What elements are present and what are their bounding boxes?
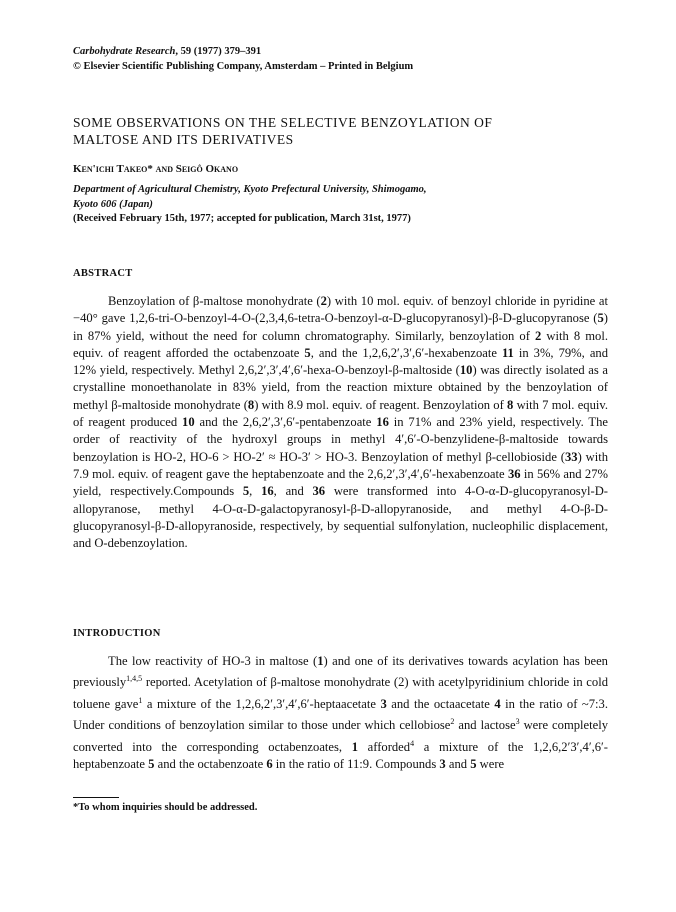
journal-name: Carbohydrate Research (73, 46, 176, 57)
text-run: reported. Acetylation of β-maltose monohydrate (2) with acetylpyridinium chloride in cold toluene gave (73, 675, 608, 711)
text-run: were transformed into 4-O-α-D-glucopyranosyl-D-allopyranose, methyl 4-O-α-D-galactopyranosyl-β-D-allopyranoside, and methyl 4-O-β-D-glucopyranosyl-β-D-allopyranoside, respectively, by sequential sulfonylation, nucleophilic displacement, and O-debenzoylation. (73, 484, 608, 551)
compound-ref: 3 (380, 696, 387, 711)
text-run: in the ratio of ~7:3. Under conditions of benzoylation similar to those under which cellobiose (73, 696, 608, 733)
compound-ref: 5 (148, 757, 155, 772)
text-run: ) and one of its derivatives towards acylation has been previously (73, 654, 608, 690)
text-run: and the 2,6,2′,3′,6′-pentabenzoate (194, 415, 377, 430)
reference-superscript: 1 (138, 695, 143, 705)
compound-ref: 16 (376, 415, 389, 430)
journal-header (73, 44, 413, 74)
text-run: and (445, 757, 471, 772)
text-run: ) with 7.9 mol. equiv. of reagent gave the heptabenzoate and the 2,6,2′,3′,4′,6′-hexabenzoate (73, 449, 608, 481)
text-run: and the octaacetate (386, 696, 495, 711)
compound-ref: 8 (507, 397, 514, 412)
compound-ref: 5 (304, 345, 311, 360)
compound-ref: 36 (507, 466, 521, 481)
compound-ref: 16 (261, 484, 274, 499)
text-run: , (249, 484, 262, 499)
text-run: in the ratio of 11:9. Compounds (272, 757, 440, 772)
compound-ref: 33 (564, 449, 578, 464)
compound-ref: 10 (459, 363, 473, 378)
text-run: , and the 1,2,6,2′,3′,6′-hexabenzoate (310, 345, 502, 360)
text-run: were (476, 757, 505, 772)
text-run: were completely converted into the corresponding octabenzoates, (73, 718, 609, 754)
affiliation (73, 182, 427, 212)
abstract-heading: ABSTRACT (73, 268, 133, 279)
compound-ref: 3 (439, 757, 446, 772)
text-run: in 71% and 23% yield, respectively. The order of reactivity of the hydroxyl groups in methyl 4′,6′-O-benzylidene-β-maltoside towards benzoylation is HO-2, HO-6 > HO-2′ ≈ HO-3′ > HO-3. Benzoylation of methyl β-cellobioside ( (73, 415, 608, 464)
citation-line (73, 44, 413, 59)
citation-details: , 59 (1977) 379–391 (175, 46, 262, 57)
text-run: and the octabenzoate (154, 757, 267, 772)
compound-ref: 5 (242, 484, 250, 499)
reference-superscript: 4 (410, 738, 415, 748)
text-run: in 56% and 27% yield, respectively.Compounds (73, 466, 608, 499)
introduction-heading: INTRODUCTION (73, 628, 161, 639)
compound-ref: 11 (501, 345, 514, 360)
title-line-2: MALTOSE AND ITS DERIVATIVES (73, 132, 294, 147)
text-run: a mixture of the 1,2,6,2′,3′,4′,6′-heptaacetate (142, 696, 381, 711)
received-dates: (Received February 15th, 1977; accepted for publication, March 31st, 1977) (73, 213, 411, 224)
compound-ref: 5 (597, 311, 604, 326)
text-run: a mixture of the 1,2,6,2′3′,4′,6′-heptabenzoate (73, 739, 608, 772)
reference-superscript: 2 (450, 717, 455, 727)
text-run: The low reactivity of HO-3 in maltose ( (108, 654, 318, 668)
text-run: with 7 mol. equiv. of reagent produced (73, 397, 609, 430)
affiliation-line-1: Department of Agricultural Chemistry, Kyoto Prefectural University, Shimogamo, (73, 184, 427, 195)
compound-ref: 2 (320, 294, 327, 308)
publisher-line: © Elsevier Scientific Publishing Company, Amsterdam – Printed in Belgium (73, 61, 414, 72)
text-run: Benzoylation of β-maltose monohydrate ( (108, 294, 321, 308)
text-run: afforded (358, 739, 411, 754)
text-run: , and (273, 484, 313, 499)
introduction-paragraph (73, 653, 608, 774)
text-run: ) was directly isolated as a crystalline monoethanolate in 83% yield, from the reaction mixture obtained by the benzoylation of methyl β-maltoside monohydrate ( (73, 363, 608, 412)
compound-ref: 6 (266, 757, 273, 772)
text-run: ) with 10 mol. equiv. of benzoyl chloride in pyridine at −40° gave 1,2,6-tri-O-benzoyl-4-O-(2,3,4,6-tetra-O-benzoyl-α-D-glucopyranosyl)-β-D-glucopyranose ( (73, 294, 609, 326)
footnote: *To whom inquiries should be addressed. (73, 802, 258, 813)
compound-ref: 5 (470, 757, 477, 772)
compound-ref: 8 (247, 397, 255, 412)
compound-ref: 1 (351, 739, 358, 754)
affiliation-line-2: Kyoto 606 (Japan) (73, 199, 153, 210)
compound-ref: 10 (182, 415, 195, 430)
compound-ref: 4 (494, 696, 501, 711)
compound-ref: 1 (317, 654, 324, 668)
article-title (73, 114, 492, 148)
reference-superscript: 1,4,5 (126, 674, 143, 684)
authors: Ken'ichi Takeo* and Seigô Okano (73, 163, 239, 175)
compound-ref: 2 (535, 328, 542, 343)
text-run: with 8 mol. equiv. of reagent afforded the octabenzoate (73, 328, 608, 360)
text-run: ) in 87% yield, without the need for column chromatography. Similarly, benzoylation of (73, 311, 608, 343)
reference-superscript: 3 (515, 717, 520, 727)
text-run: and lactose (454, 718, 516, 733)
abstract-paragraph (73, 293, 608, 552)
text-run: ) with 8.9 mol. equiv. of reagent. Benzoylation of (254, 397, 508, 412)
text-run: in 3%, 79%, and 12% yield, respectively. Methyl 2,6,2′,3′,4′,6′-hexa-O-benzoyl-β-maltoside ( (73, 345, 608, 378)
footnote-divider (73, 797, 119, 798)
title-line-1: SOME OBSERVATIONS ON THE SELECTIVE BENZOYLATION OF (73, 115, 493, 130)
compound-ref: 36 (312, 484, 326, 499)
